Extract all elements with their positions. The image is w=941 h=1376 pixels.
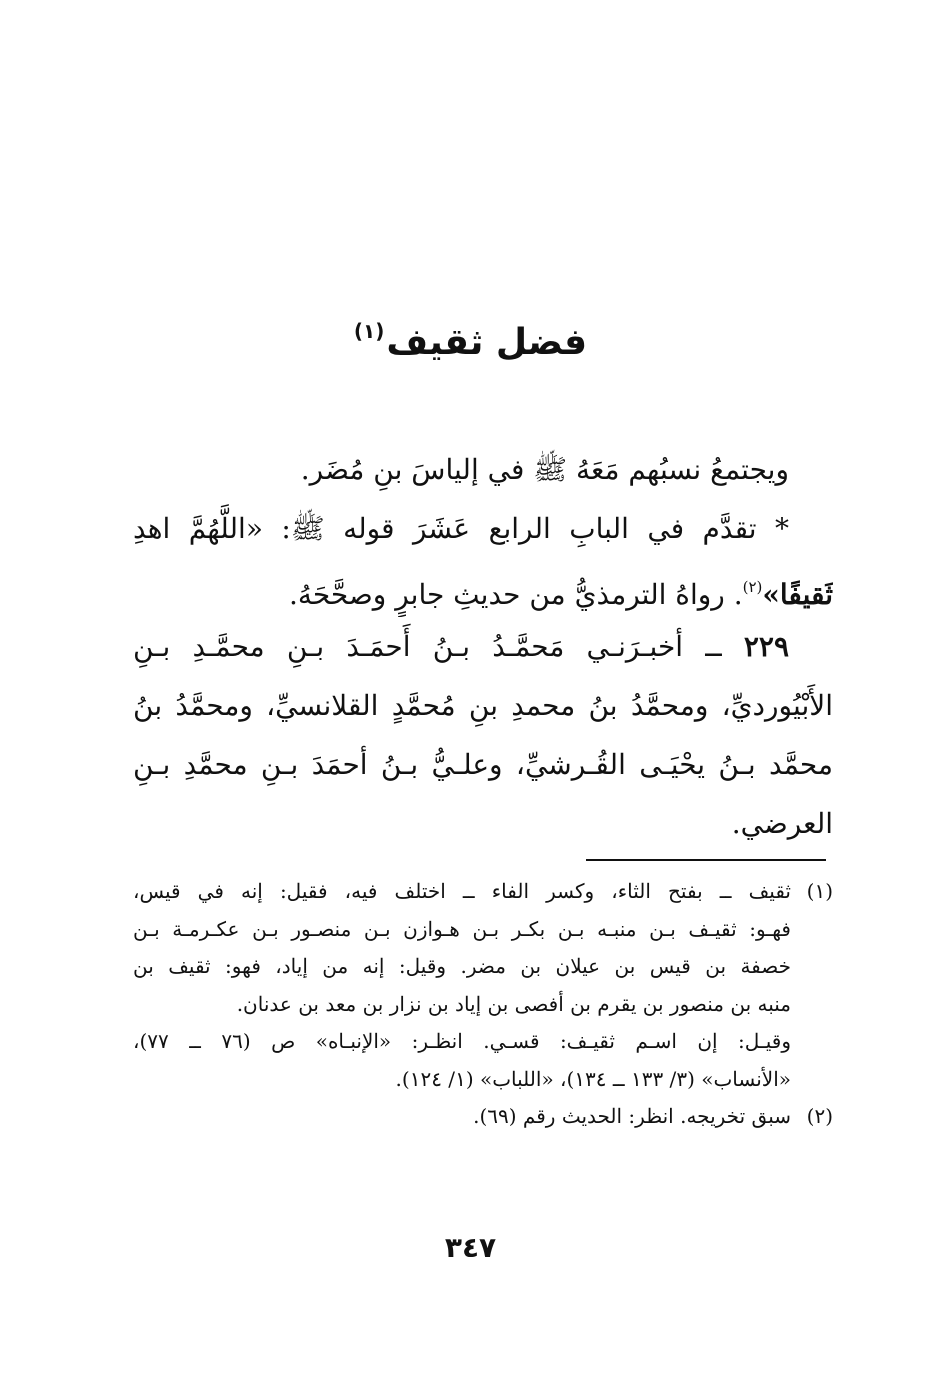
footnote-2-number: (٢) [806, 1104, 833, 1128]
quoted-supplication: ثَقيفًا» [762, 578, 833, 611]
footnote-1-line-1 [133, 873, 833, 911]
footnotes [133, 873, 833, 1136]
footnote-1-line-5: وقيـل: إن اسـم ثقيـف: قسـي. انظـر: «الإنبـاه» ص (٧٦ ــ ٧٧)، [133, 1029, 792, 1053]
hadith-line-2: الأَبْيُورديِّ، ومحمَّدُ بنُ محمدِ بنِ مُحمَّدٍ القلانسيِّ، ومحمَّدُ بنُ [133, 689, 833, 722]
footnote-1-line-4: منبه بن منصور بن يقرم بن أفصى بن إياد بن نزار بن معد بن عدنان. [236, 991, 791, 1016]
main-text [133, 440, 833, 853]
section-heading [0, 306, 941, 368]
footnote-2-line-1 [133, 1098, 833, 1136]
page-number: ٣٤٧ [444, 1231, 497, 1264]
paragraph-2-line-1: * تقدَّم في البابِ الرابع عَشَرَ قوله ﷺ: «اللَّهُمَّ اهدِ [133, 512, 789, 545]
footnote-2-text: سبق تخريجه. انظر: الحديث رقم (٦٩). [473, 1104, 791, 1128]
hadith-line-3: محمَّد بـنُ يحْيَـى القُـرشيِّ، وعلـيُّ بـنُ أحمَدَ بـنِ محمَّدِ بـنِ [133, 748, 833, 781]
hadith-line-4: العرضي. [731, 807, 833, 840]
footnote-1-line-6: «الأنساب» (٣/ ١٣٣ ــ ١٣٤)، «اللباب» (١/ ١٢٤). [395, 1066, 791, 1091]
footnote-separator [586, 859, 826, 861]
section-title: فضل ثقيف [386, 322, 588, 363]
section-title-footnote-marker: (١) [353, 319, 385, 343]
footnote-marker-2: (٢) [742, 578, 763, 596]
footnote-1-line-3: خصفة بن قيس بن عيلان بن مضر. وقيل: إنه من إياد، فهو: ثقيف بن [133, 954, 791, 978]
paragraph-2-line-2 [133, 558, 833, 617]
narration-source: . رواهُ الترمذيُّ من حديثِ جابرٍ وصحَّحَهُ. [288, 578, 743, 611]
hadith-number: ٢٢٩ [743, 630, 789, 663]
footnote-1-number: (١) [806, 879, 833, 903]
footnote-1-line-2: فهـو: ثقيـف بـن منبـه بـن بكـر بـن هـوازن بـن منصـور بـن عكـرمـة بـن [133, 916, 791, 941]
hadith-chain-start: ــ أخبـرَنـي مَحمَّـدُ بـنُ أَحمَـدَ بـنِ محمَّـدِ بـنِ [133, 630, 722, 663]
hadith-line-1 [133, 617, 833, 676]
footnote-1-text-start: ثقيف ــ بفتح الثاء، وكسر الفاء ــ اختلف فيه، فقيل: إنه في قيس، [133, 879, 791, 903]
paragraph-1-line-1: ويجتمعُ نسبُهم مَعَهُ ﷺ في إلياسَ بنِ مُضَر. [300, 453, 789, 486]
